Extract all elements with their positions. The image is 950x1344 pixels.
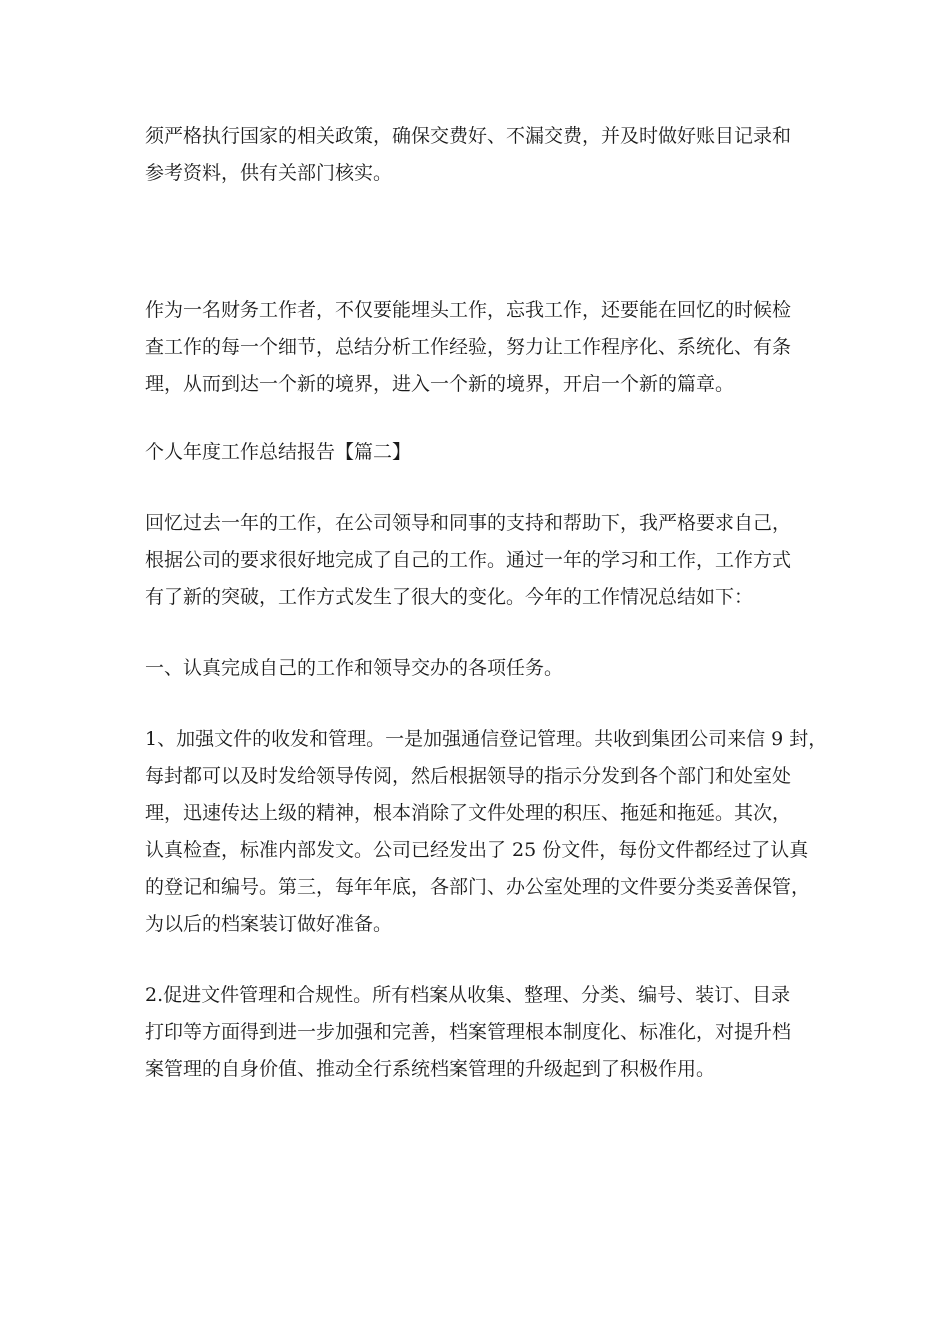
subheading-tasks xyxy=(145,650,563,687)
text-line: 查工作的每一个细节，总结分析工作经验，努力让工作程序化、系统化、有条 xyxy=(145,336,792,358)
text-line: 回忆过去一年的工作，在公司领导和同事的支持和帮助下，我严格要求自己， xyxy=(145,512,792,534)
paragraph-finance-worker xyxy=(145,292,791,403)
text-line: 打印等方面得到进一步加强和完善，档案管理根本制度化、标准化，对提升档 xyxy=(145,1021,792,1043)
text-line: 理，迅速传达上级的精神，根本消除了文件处理的积压、拖延和拖延。其次， xyxy=(145,802,792,824)
text-line: 认真检查，标准内部发文。公司已经发出了 25 份文件，每份文件都经过了认真 xyxy=(145,839,809,861)
section-heading xyxy=(145,434,411,471)
heading-line: 一、认真完成自己的工作和领导交办的各项任务。 xyxy=(145,657,564,679)
text-line: 参考资料，供有关部门核实。 xyxy=(145,162,393,184)
paragraph-archive-compliance xyxy=(145,977,791,1088)
text-line: 每封都可以及时发给领导传阅，然后根据领导的指示分发到各个部门和处室处 xyxy=(145,765,792,787)
text-line: 为以后的档案装订做好准备。 xyxy=(145,913,393,935)
text-line: 须严格执行国家的相关政策，确保交费好、不漏交费，并及时做好账目记录和 xyxy=(145,125,792,147)
text-line: 作为一名财务工作者，不仅要能埋头工作，忘我工作，还要能在回忆的时候检 xyxy=(145,299,792,321)
text-line: 根据公司的要求很好地完成了自己的工作。通过一年的学习和工作，工作方式 xyxy=(145,549,792,571)
text-line: 理，从而到达一个新的境界，进入一个新的境界，开启一个新的篇章。 xyxy=(145,373,735,395)
paragraph-policy-compliance xyxy=(145,118,791,192)
text-line: 2.促进文件管理和合规性。所有档案从收集、整理、分类、编号、装订、目录 xyxy=(145,984,791,1006)
heading-line: 个人年度工作总结报告【篇二】 xyxy=(145,441,412,463)
paragraph-year-review xyxy=(145,505,791,616)
text-line: 案管理的自身价值、推动全行系统档案管理的升级起到了积极作用。 xyxy=(145,1058,716,1080)
text-line: 的登记和编号。第三，每年年底，各部门、办公室处理的文件要分类妥善保管， xyxy=(145,876,811,898)
text-line: 有了新的突破，工作方式发生了很大的变化。今年的工作情况总结如下： xyxy=(145,586,754,608)
text-line: 1、加强文件的收发和管理。一是加强通信登记管理。共收到集团公司来信 9 封， xyxy=(145,728,828,750)
paragraph-document-management xyxy=(145,721,827,943)
